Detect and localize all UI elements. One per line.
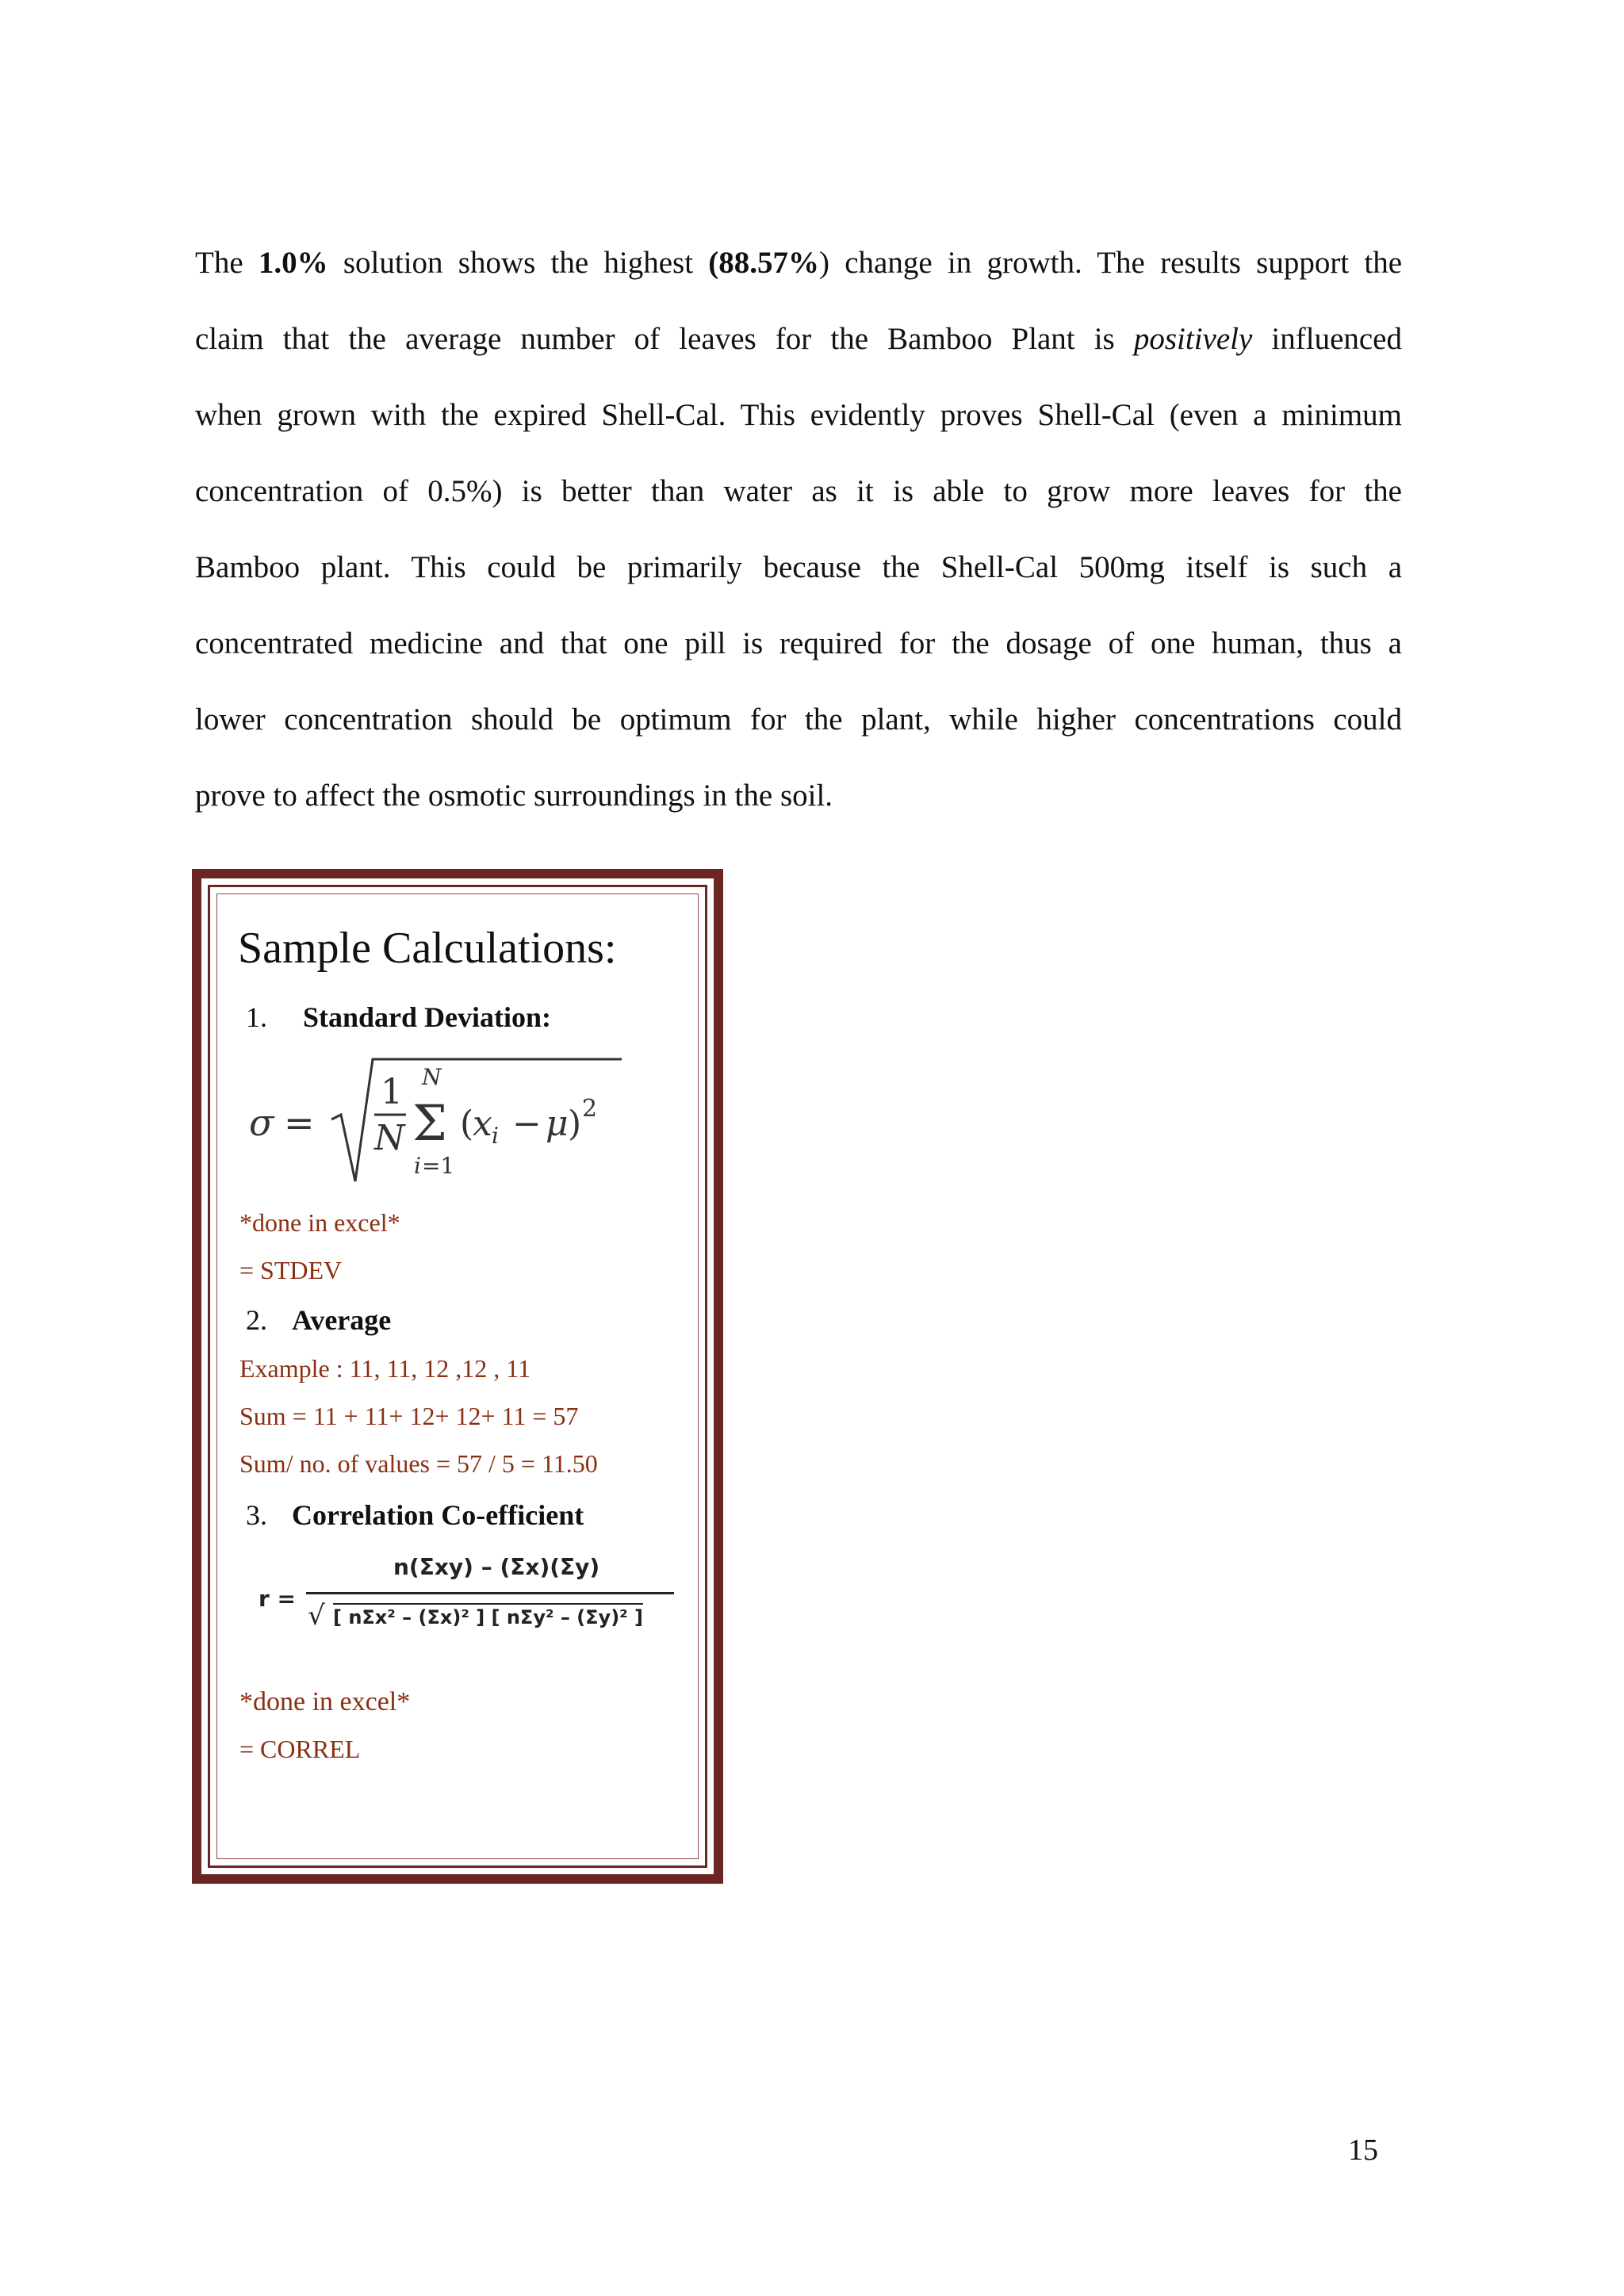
- svg-text:−: −: [512, 1104, 542, 1144]
- fraction-bar: [306, 1592, 674, 1594]
- r-denominator: [ nΣx² – (Σx)² ] [ nΣy² – (Σy)² ]: [333, 1603, 643, 1628]
- paragraph-line-6: concentrated medicine and that one pill is required for the dosage of one human, thus a: [195, 626, 1402, 660]
- item-average: 2. Average: [246, 1304, 392, 1336]
- paragraph-line-8: prove to affect the osmotic surroundings in the soil.: [195, 779, 833, 813]
- svg-text:i: i: [414, 1153, 421, 1179]
- paragraph-line-7: lower concentration should be optimum for the plant, while higher concentrations could: [195, 702, 1402, 737]
- r-numerator: n(Σxy) – (Σx)(Σy): [393, 1554, 600, 1580]
- r-lhs: r =: [259, 1586, 297, 1612]
- bold-percent: 1.0%: [258, 246, 328, 280]
- item-correlation: 3. Correlation Co-efficient: [246, 1499, 584, 1531]
- sd-note-excel: *done in excel*: [239, 1208, 400, 1237]
- svg-text:i: i: [492, 1123, 499, 1149]
- svg-text:μ: μ: [546, 1104, 569, 1144]
- body-paragraph: [195, 225, 1402, 834]
- paragraph-line-2: claim that the average number of leaves for the Bamboo Plant is positively influenced: [195, 322, 1402, 356]
- paragraph-line-3: when grown with the expired Shell-Cal. This evidently proves Shell-Cal (even a minimum: [195, 398, 1402, 432]
- sd-note-stdev: = STDEV: [239, 1256, 343, 1284]
- r-note-correl: = CORREL: [239, 1735, 361, 1763]
- avg-division: Sum/ no. of values = 57 / 5 = 11.50: [239, 1449, 598, 1478]
- sqrt-symbol: √: [308, 1600, 325, 1632]
- paragraph-line-4: concentration of 0.5%) is better than water as it is able to grow more leaves for the: [195, 474, 1402, 508]
- paragraph-line-1: The 1.0% solution shows the highest (88.57%) change in growth. The results support the: [195, 246, 1403, 280]
- standard-deviation-formula: [238, 1047, 634, 1189]
- avg-example: Example : 11, 11, 12 ,12 , 11: [239, 1354, 531, 1383]
- svg-text:): ): [568, 1104, 582, 1144]
- box-title: Sample Calculations:: [238, 924, 617, 973]
- page-number: 15: [1348, 2133, 1378, 2167]
- svg-text:x: x: [473, 1104, 492, 1144]
- svg-text:2: 2: [582, 1095, 598, 1123]
- svg-text:1: 1: [381, 1072, 403, 1112]
- svg-text:N: N: [422, 1064, 442, 1090]
- paragraph-line-5: Bamboo plant. This could be primarily because the Shell-Cal 500mg itself is such a: [195, 550, 1402, 584]
- r-note-excel: *done in excel*: [239, 1687, 411, 1716]
- item-standard-deviation: 1. Standard Deviation:: [246, 1001, 552, 1033]
- avg-sum: Sum = 11 + 11+ 12+ 12+ 11 = 57: [239, 1402, 579, 1430]
- svg-text:=: =: [284, 1101, 315, 1144]
- italic-positively: positively: [1133, 322, 1253, 356]
- bold-highest-change: (88.57%: [708, 246, 820, 280]
- svg-text:Σ: Σ: [412, 1094, 447, 1152]
- svg-text:N: N: [374, 1118, 405, 1158]
- svg-text:(: (: [460, 1104, 474, 1144]
- svg-text:σ: σ: [249, 1101, 274, 1144]
- correlation-formula: [259, 1554, 687, 1649]
- svg-text:=1: =1: [422, 1153, 455, 1179]
